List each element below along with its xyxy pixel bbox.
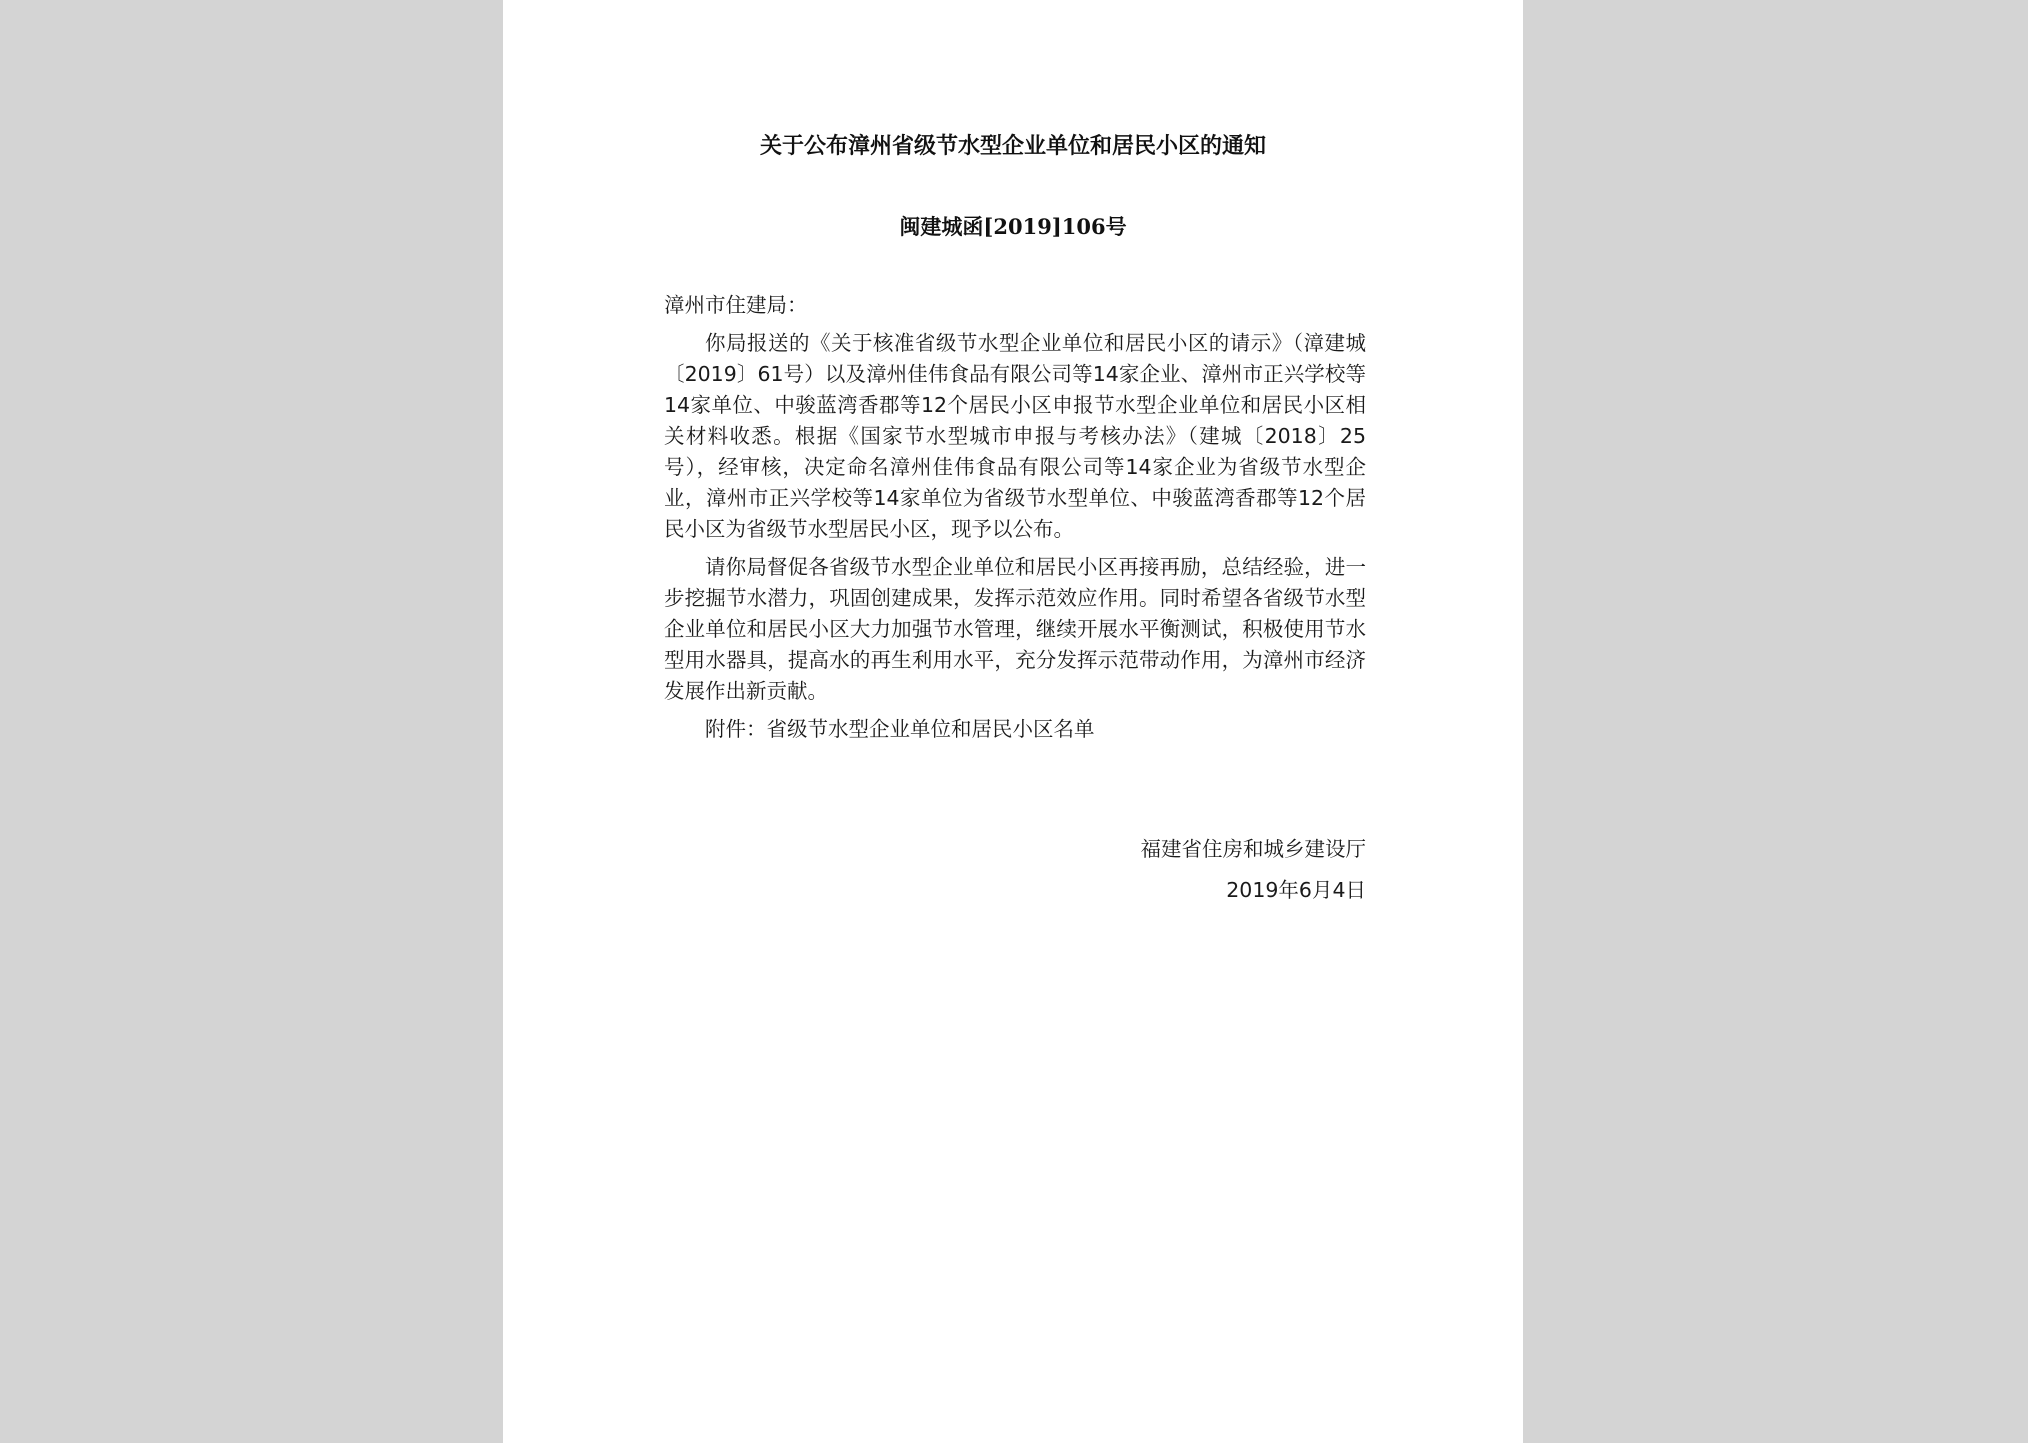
- body-paragraph: 你局报送的《关于核准省级节水型企业单位和居民小区的请示》（漳建城〔2019〕61号）以及漳州佳伟食品有限公司等14家企业、漳州市正兴学校等14家单位、中骏蓝湾香郡等12个居民小区申报节水型企业单位和居民小区相关材料收悉。根据《国家节水型城市申报与考核办法》（建城〔2018〕25号），经审核，决定命名漳州佳伟食品有限公司等14家企业为省级节水型企业，漳州市正兴学校等14家单位为省级节水型单位、中骏蓝湾香郡等12个居民小区为省级节水型居民小区，现予以公布。: [664, 331, 1366, 541]
- issue-date: 2019年6月4日: [1226, 878, 1366, 902]
- document-page: [503, 0, 1523, 1443]
- addressee: 漳州市住建局：: [664, 293, 808, 317]
- document-body: [664, 290, 1366, 745]
- issuer-signature: 福建省住房和城乡建设厅: [1140, 837, 1366, 861]
- document-number: 闽建城函[2019]106号: [899, 214, 1127, 239]
- body-paragraph: 请你局督促各省级节水型企业单位和居民小区再接再励，总结经验，进一步挖掘节水潜力，巩固创建成果，发挥示范效应作用。同时希望各省级节水型企业单位和居民小区大力加强节水管理，继续开展水平衡测试，积极使用节水型用水器具，提高水的再生利用水平，充分发挥示范带动作用，为漳州市经济发展作出新贡献。: [664, 555, 1366, 703]
- document-title: 关于公布漳州省级节水型企业单位和居民小区的通知: [759, 133, 1266, 159]
- attachment-note: 附件：省级节水型企业单位和居民小区名单: [705, 717, 1095, 741]
